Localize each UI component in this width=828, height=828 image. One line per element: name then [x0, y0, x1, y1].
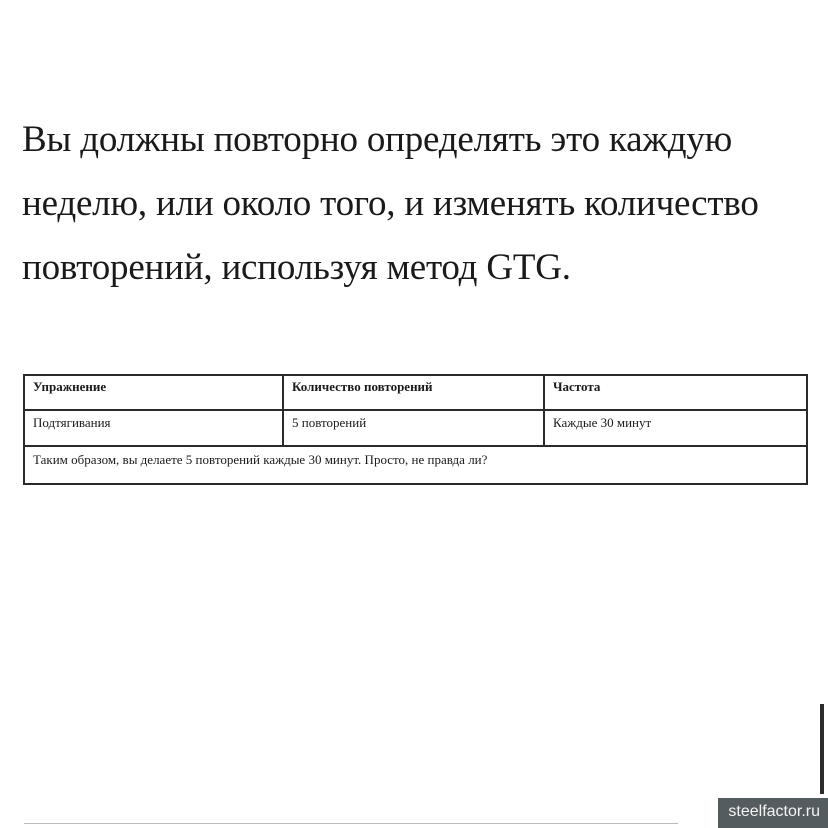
table-note-row	[24, 446, 807, 484]
exercise-table	[23, 374, 808, 485]
cell-reps: 5 повторений	[283, 410, 544, 446]
cell-exercise: Подтягивания	[24, 410, 283, 446]
table-note: Таким образом, вы делаете 5 повторений каждые 30 минут. Просто, не правда ли?	[24, 446, 807, 484]
table-row	[24, 410, 807, 446]
header-exercise: Упражнение	[24, 375, 283, 410]
header-frequency: Частота	[544, 375, 807, 410]
table-header-row	[24, 375, 807, 410]
main-paragraph: Вы должны повторно определять это каждую неделю, или около того, и изменять количество повторений, используя метод GTG.	[22, 119, 759, 288]
watermark: steelfactor.ru	[718, 798, 828, 828]
header-reps: Количество повторений	[283, 375, 544, 410]
cell-frequency: Каждые 30 минут	[544, 410, 807, 446]
watermark-bar	[820, 704, 824, 794]
bottom-divider	[24, 823, 678, 824]
